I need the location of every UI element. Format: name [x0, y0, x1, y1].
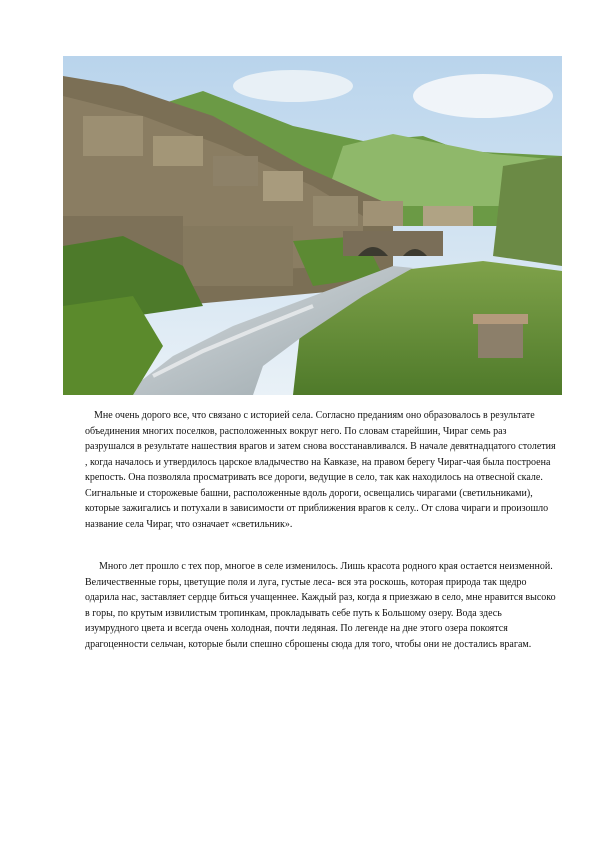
village-photo	[63, 56, 562, 395]
paragraph-present: Много лет прошло с тех пор, многое в селе изменилось. Лишь красота родного края остается неизменной. Величественные горы, цветущие поля и луга, густые леса- вся эта роскошь, которая природа так щедро одарила нас, заставляет сердце биться учащеннее. Каждый раз, когда я приезжаю в село, мне нравится высоко в горы, по крутым извилистым тропинкам, прокладывать себе путь к Большому озеру. Вода здесь изумрудного цвета и всегда очень холодная, почти ледяная. По легенде на дне этого озера покоятся драгоценности сельчан, которые были спешно сброшены сюда для того, чтобы они не достались врагам.	[85, 561, 556, 650]
village-landscape-image	[63, 56, 562, 395]
paragraph-history: Мне очень дорого все, что связано с историей села. Согласно преданиям оно образовалось в результате объединения многих поселков, расположенных вокруг него. По словам старейшин, Чираг семь раз разрушался в результате нашествия врагов и затем снова восстанавливался. В начале девятнадцатого столетия , когда началось и утвердилось царское владычество на Кавказе, на правом берегу Чираг-чая была построена крепость. Она позволяла просматривать все дороги, ведущие в село, так как находилось на отвесной скале. Сигнальные и сторожевые башни, расположенные вдоль дороги, освещались чирагами (светильниками), которые зажигались и потухали в зависимости от приближения врагов к селу.. От слова чираги и произошло название села Чираг, что означает «светильник».	[85, 410, 556, 530]
